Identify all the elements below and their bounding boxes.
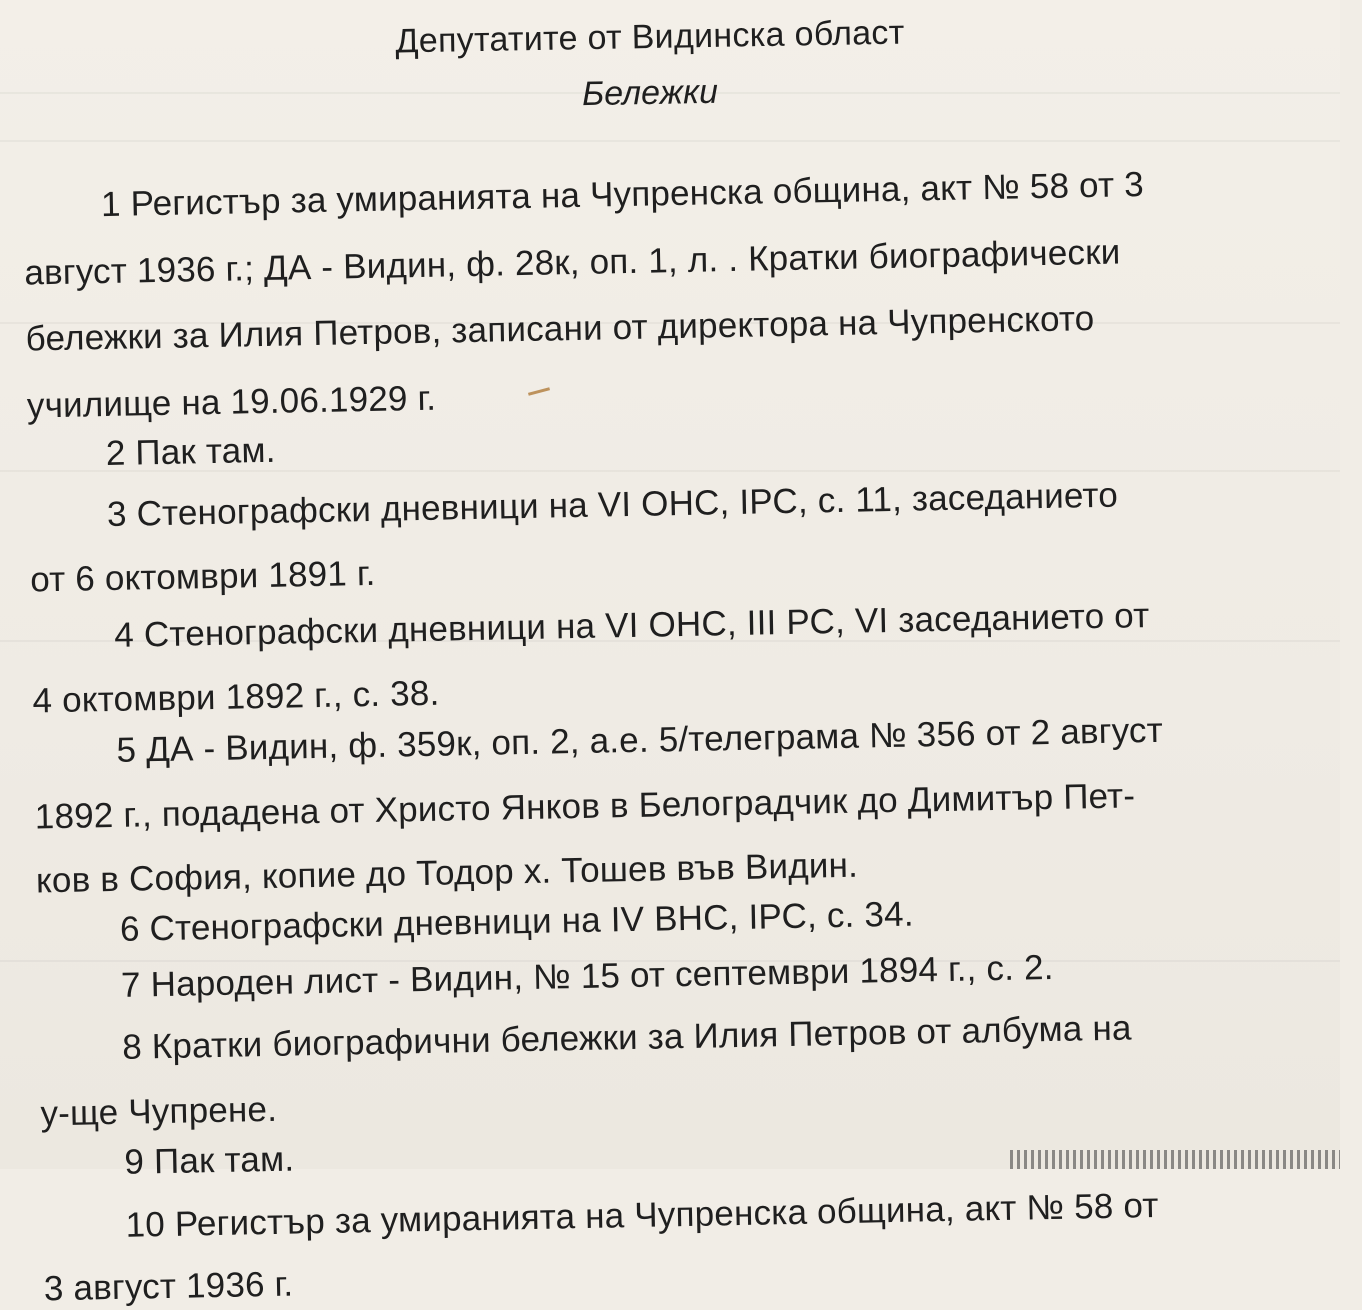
note-line: 3 Стенографски дневници на VI ОНС, IРС, с. 11, заседанието — [106, 475, 1119, 535]
note-line: 10 Регистър за умиранията на Чупренска община, акт № 58 от — [125, 1185, 1159, 1245]
notes-list — [0, 124, 1359, 1309]
document-subtitle: Бележки — [581, 72, 719, 114]
note-line: у-ще Чупрене. — [40, 1089, 278, 1134]
note-line: ков в София, копие до Тодор х. Тошев във Видин. — [35, 845, 859, 901]
page-edge-dots — [1010, 1150, 1340, 1169]
note-line: 2 Пак там. — [105, 430, 276, 474]
note-line: 5 ДА - Видин, ф. 359к, оп. 2, а.е. 5/телеграма № 356 от 2 август — [116, 710, 1164, 770]
note-line: 3 август 1936 г. — [43, 1264, 294, 1309]
document-title: Депутатите от Видинска област — [395, 13, 905, 61]
note-line: 4 октомври 1892 г., с. 38. — [32, 673, 440, 721]
note-line: бележки за Илия Петров, записани от директора на Чупренското — [25, 299, 1095, 359]
note-line: 7 Народен лист - Видин, № 15 от септември 1894 г., с. 2. — [120, 947, 1054, 1005]
note-line: 1892 г., подадена от Христо Янков в Белоградчик до Димитър Пет- — [34, 776, 1136, 837]
note-line: 9 Пак там. — [124, 1139, 295, 1182]
note-line: август 1936 г.; ДА - Видин, ф. 28к, оп. 1, л. . Кратки биографически — [23, 232, 1121, 293]
note-line: 8 Кратки биографични бележки за Илия Петров от албума на — [121, 1008, 1132, 1067]
note-line: 1 Регистър за умиранията на Чупренска община, акт № 58 от 3 — [100, 165, 1145, 225]
note-line: 4 Стенографски дневници на VI ОНС, III РС, VI заседанието от — [113, 596, 1150, 655]
note-line: 6 Стенографски дневници на IV ВНС, IРС, с. 34. — [119, 894, 915, 949]
note-line: училище на 19.06.1929 г. — [26, 378, 437, 426]
note-line: от 6 октомври 1891 г. — [29, 553, 376, 600]
